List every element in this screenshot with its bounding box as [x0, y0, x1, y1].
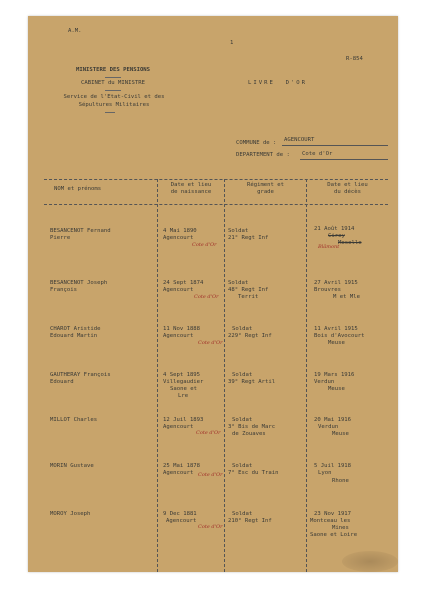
row-death-line: Cirey — [328, 233, 345, 239]
row-birth-line: 4 Sept 1895 — [163, 372, 201, 378]
row-name-line: MILLOT Charles — [50, 417, 98, 423]
row-regiment-line: Territ — [238, 294, 259, 300]
row-birth-annotation: Cote d'Or — [198, 524, 223, 530]
row-death-line: Montceau les — [310, 518, 351, 524]
row-birth-line: Saone et — [170, 386, 197, 392]
row-regiment-line: 39° Regt Artil — [228, 379, 276, 385]
table-top-rule — [44, 179, 388, 180]
row-death-line: 20 Mai 1916 — [314, 417, 352, 423]
header-death-line2: du décès — [334, 189, 361, 195]
service-line-1: Service de l'Etat-Civil et des — [63, 94, 165, 100]
row-birth-line: 25 Mai 1878 — [163, 463, 201, 469]
column-divider — [157, 179, 158, 572]
reference-number: R-854 — [346, 56, 363, 62]
row-birth-annotation: Cote d'Or — [192, 242, 217, 248]
column-divider — [306, 179, 307, 572]
row-regiment-line: 48° Regt Inf — [228, 287, 269, 293]
row-birth-line: Agencourt — [163, 333, 194, 339]
commune-underline — [282, 145, 388, 146]
row-birth-line: 11 Nov 1888 — [163, 326, 201, 332]
row-name-line: MOROY Joseph — [50, 511, 91, 517]
paper-stain — [342, 551, 398, 572]
department-underline — [300, 159, 388, 160]
table-header-rule — [44, 204, 388, 205]
row-regiment-line: Soldat — [232, 372, 253, 378]
row-regiment-line: 3° Bis de Marc — [228, 424, 276, 430]
header-regiment-line1: Régiment et — [246, 182, 285, 188]
row-death-line: Bois d'Avocourt — [314, 333, 365, 339]
row-death-line: 23 Nov 1917 — [314, 511, 352, 517]
row-birth-line: 4 Mai 1890 — [163, 228, 197, 234]
department-value: Cote d'Or — [302, 151, 333, 157]
row-name-line: MORIN Gustave — [50, 463, 94, 469]
row-death-line: Meuse — [332, 431, 349, 437]
row-name-line: BESANCENOT Joseph — [50, 280, 108, 286]
row-name-line: Edouard Martin — [50, 333, 98, 339]
row-regiment-line: 21° Regt Inf — [228, 235, 269, 241]
header-death-line1: Date et lieu — [327, 182, 368, 188]
row-death-line: 21 Août 1914 — [314, 226, 355, 232]
page-title: LIVRE D'OR — [248, 80, 308, 86]
row-death-line: 27 Avril 1915 — [314, 280, 358, 286]
initials: A.M. — [68, 28, 82, 34]
row-death-line: 5 Juil 1918 — [314, 463, 352, 469]
cabinet-name: CABINET du MINISTRE — [81, 80, 145, 86]
row-regiment-line: Soldat — [232, 417, 253, 423]
row-death-line: 11 Avril 1915 — [314, 326, 358, 332]
row-name-line: CHAROT Aristide — [50, 326, 101, 332]
row-death-line: Verdun — [318, 424, 339, 430]
row-death-line: Verdun — [314, 379, 335, 385]
ministry-name: MINISTERE DES PENSIONS — [75, 67, 151, 73]
row-regiment-line: Soldat — [228, 280, 249, 286]
commune-label: COMMUNE de : — [236, 140, 277, 146]
divider — [105, 90, 121, 91]
divider — [105, 77, 121, 78]
row-death-line: Meuse — [328, 340, 345, 346]
row-death-line: M et Mle — [333, 294, 360, 300]
row-birth-line: Agencourt — [163, 424, 194, 430]
row-birth-line: Agencourt — [166, 518, 197, 524]
row-name-line: Edouard — [50, 379, 74, 385]
row-death-line: 19 Mars 1916 — [314, 372, 355, 378]
header-birth-line2: de naissance — [170, 189, 212, 195]
row-birth-annotation: Cote d'Or — [194, 294, 219, 300]
service-line-2: Sépultures Militaires — [78, 102, 150, 108]
row-birth-line: Agencourt — [163, 235, 194, 241]
row-birth-line: Villegaudier — [163, 379, 204, 385]
commune-value: AGENCOURT — [284, 137, 315, 143]
row-birth-line: Agencourt — [163, 287, 194, 293]
divider — [105, 112, 115, 113]
row-name-line: Pierre — [50, 235, 71, 241]
page-number: 1 — [230, 40, 234, 46]
row-regiment-line: 210° Regt Inf — [228, 518, 272, 524]
row-regiment-line: Soldat — [232, 326, 253, 332]
row-birth-annotation: Cote d'Or — [196, 430, 221, 436]
row-birth-annotation: Cote d'Or — [198, 472, 223, 478]
row-regiment-line: Soldat — [228, 228, 249, 234]
row-death-annotation: Blâmont — [318, 244, 340, 250]
row-death-line: Brouvres — [314, 287, 341, 293]
row-birth-annotation: Cote d'Or — [198, 340, 223, 346]
row-name-line: François — [50, 287, 77, 293]
row-name-line: GAUTHERAY François — [50, 372, 111, 378]
row-death-line: Mines — [332, 525, 349, 531]
row-death-line: Moselle — [338, 240, 362, 246]
row-death-line: Meuse — [328, 386, 345, 392]
header-regiment-line2: grade — [257, 189, 274, 195]
row-birth-line: 12 Juil 1893 — [163, 417, 204, 423]
row-regiment-line: Soldat — [232, 511, 253, 517]
row-birth-line: Lre — [178, 393, 189, 399]
header-birth-line1: Date et lieu — [170, 182, 212, 188]
row-death-line: Rhone — [332, 478, 349, 484]
column-divider — [224, 179, 225, 572]
row-name-line: BESANCENOT Fernand — [50, 228, 111, 234]
row-regiment-line: 229° Regt Inf — [228, 333, 272, 339]
row-regiment-line: 7° Esc du Train — [228, 470, 279, 476]
row-birth-line: 24 Sept 1874 — [163, 280, 204, 286]
row-birth-line: 9 Dec 1881 — [163, 511, 197, 517]
header-name: NOM et prénoms — [54, 186, 102, 192]
row-death-line: Lyon — [318, 470, 332, 476]
document-sheet — [28, 16, 398, 572]
row-birth-line: Agencourt — [163, 470, 194, 476]
department-label: DEPARTEMENT de : — [236, 152, 290, 158]
row-regiment-line: de Zouaves — [232, 431, 266, 437]
row-regiment-line: Soldat — [232, 463, 253, 469]
row-death-line: Saone et Loire — [310, 532, 358, 538]
